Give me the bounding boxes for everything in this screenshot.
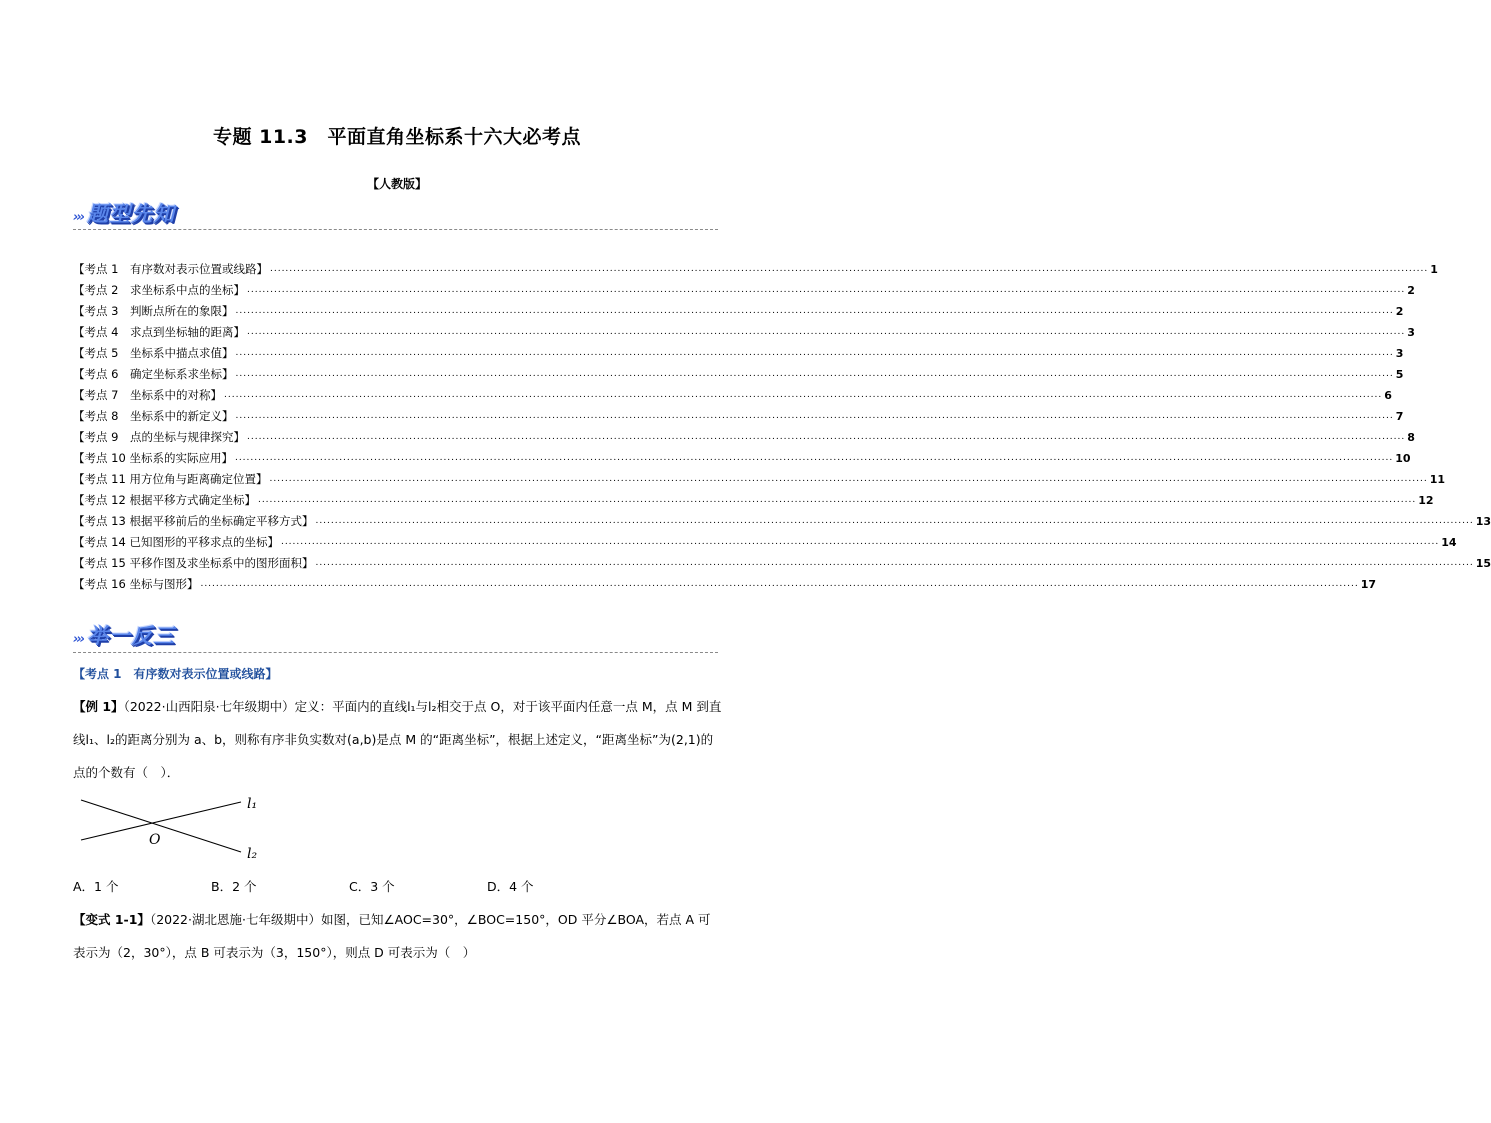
toc-entry-page: 1 — [1430, 263, 1438, 276]
toc-leader-dots: ............................................................................................................................................................................................................................................................................................................ — [246, 327, 1406, 337]
toc-leader-dots: ............................................................................................................................................................................................................................................................................................................ — [315, 558, 1474, 568]
toc-entry-label: 【考点 16 坐标与图形】 — [73, 577, 199, 591]
toc-entry-page: 2 — [1395, 305, 1404, 318]
toc-entry[interactable] — [73, 532, 1457, 553]
toc-leader-dots: ............................................................................................................................................................................................................................................................................................................ — [246, 285, 1406, 295]
toc-entry-label: 【考点 4 求点到坐标轴的距离】 — [73, 325, 245, 339]
toc-entry[interactable] — [73, 385, 1392, 406]
banner-arrows-icon: ››› — [73, 210, 84, 225]
toc-leader-dots: ............................................................................................................................................................................................................................................................................................................ — [223, 390, 1383, 400]
toc-entry-page: 3 — [1407, 326, 1415, 339]
example-1 — [73, 690, 723, 789]
toc-entry-page: 6 — [1384, 389, 1392, 402]
toc-entry[interactable] — [73, 490, 1434, 511]
toc-entry[interactable] — [73, 469, 1446, 490]
toc-leader-dots: ............................................................................................................................................................................................................................................................................................................ — [269, 264, 1429, 274]
toc-entry-label: 【考点 13 根据平移前后的坐标确定平移方式】 — [73, 514, 314, 528]
toc-entry-page: 12 — [1418, 494, 1434, 507]
toc-entry-page: 7 — [1395, 410, 1404, 423]
toc-entry-label: 【考点 2 求坐标系中点的坐标】 — [73, 283, 245, 297]
toc-leader-dots: ............................................................................................................................................................................................................................................................................................................ — [235, 411, 1394, 421]
toc-entry-label: 【考点 14 已知图形的平移求点的坐标】 — [73, 535, 279, 549]
choices — [73, 877, 723, 897]
toc-entry[interactable] — [73, 301, 1404, 322]
toc-leader-dots: ............................................................................................................................................................................................................................................................................................................ — [235, 369, 1394, 379]
toc-entry-label: 【考点 11 用方位角与距离确定位置】 — [73, 472, 268, 486]
example-text: （2022·山西阳泉·七年级期中）定义：平面内的直线l₁与l₂相交于点 O，对于该平面内任意一点 M，点 M 到直线l₁、l₂的距离分别为 a、b，则称有序非负实数对(a,b)是点 M 的“距离坐标”，根据上述定义，“距离坐标”为(2,1)的点的个数有（ ）． — [73, 699, 722, 780]
variant-tag: 【变式 1-1】 — [73, 912, 150, 927]
toc-entry-page: 14 — [1441, 536, 1457, 549]
toc-entry[interactable] — [73, 553, 1491, 574]
intersecting-lines-figure — [73, 790, 273, 870]
toc-entry-label: 【考点 9 点的坐标与规律探究】 — [73, 430, 245, 444]
toc-entry[interactable] — [73, 427, 1415, 448]
label-l1: l₁ — [247, 796, 258, 812]
toc-leader-dots: ............................................................................................................................................................................................................................................................................................................ — [246, 432, 1406, 442]
variant-text: （2022·湖北恩施·七年级期中）如图，已知∠AOC=30°，∠BOC=150°，OD 平分∠BOA，若点 A 可表示为（2，30°），点 B 可表示为（3，150°），则点 D 可表示为（ ） — [73, 912, 711, 960]
divider — [73, 652, 718, 653]
variant-1-1 — [73, 903, 723, 969]
table-of-contents — [73, 259, 1491, 595]
toc-entry-label: 【考点 15 平移作图及求坐标系中的图形面积】 — [73, 556, 314, 570]
edition-label: 【人教版】 — [366, 177, 427, 191]
toc-entry-label: 【考点 10 坐标系的实际应用】 — [73, 451, 233, 465]
choice-b: B．2 个 — [211, 879, 257, 894]
overview-banner-text: 题型先知 — [87, 202, 176, 226]
toc-entry[interactable] — [73, 511, 1491, 532]
toc-entry-label: 【考点 5 坐标系中描点求值】 — [73, 346, 234, 360]
kp1-heading: 【考点 1 有序数对表示位置或线路】 — [73, 667, 278, 681]
toc-entry[interactable] — [73, 343, 1404, 364]
toc-entry-page: 13 — [1475, 515, 1491, 528]
banner-arrows-icon: ››› — [73, 632, 84, 647]
toc-entry-page: 17 — [1360, 578, 1377, 591]
toc-leader-dots: ............................................................................................................................................................................................................................................................................................................ — [257, 495, 1417, 505]
toc-entry[interactable] — [73, 364, 1404, 385]
toc-entry[interactable] — [73, 322, 1415, 343]
toc-entry[interactable] — [73, 574, 1377, 595]
overview-banner — [73, 200, 175, 228]
toc-leader-dots: ............................................................................................................................................................................................................................................................................................................ — [235, 306, 1394, 316]
divider — [73, 229, 718, 230]
toc-entry-page: 3 — [1395, 347, 1404, 360]
page-title: 专题 11.3 平面直角坐标系十六大必考点 — [213, 126, 581, 148]
toc-leader-dots: ............................................................................................................................................................................................................................................................................................................ — [235, 348, 1394, 358]
toc-entry-page: 11 — [1429, 473, 1446, 486]
toc-entry[interactable] — [73, 280, 1415, 301]
toc-entry-label: 【考点 8 坐标系中的新定义】 — [73, 409, 234, 423]
toc-entry-page: 5 — [1395, 368, 1404, 381]
example-tag: 【例 1】 — [73, 699, 124, 714]
choice-d: D．4 个 — [487, 879, 534, 894]
toc-entry-page: 8 — [1407, 431, 1415, 444]
toc-entry[interactable] — [73, 406, 1404, 427]
toc-leader-dots: ............................................................................................................................................................................................................................................................................................................ — [280, 537, 1440, 547]
toc-entry-label: 【考点 1 有序数对表示位置或线路】 — [73, 262, 268, 276]
toc-entry-label: 【考点 12 根据平移方式确定坐标】 — [73, 493, 256, 507]
choice-a: A．1 个 — [73, 879, 119, 894]
toc-entry-label: 【考点 7 坐标系中的对称】 — [73, 388, 222, 402]
toc-entry[interactable] — [73, 259, 1438, 280]
toc-entry-page: 10 — [1395, 452, 1411, 465]
toc-entry-page: 2 — [1407, 284, 1415, 297]
toc-entry[interactable] — [73, 448, 1411, 469]
toc-leader-dots: ............................................................................................................................................................................................................................................................................................................ — [269, 474, 1428, 484]
examples-banner — [73, 622, 175, 650]
toc-leader-dots: ............................................................................................................................................................................................................................................................................................................ — [315, 516, 1474, 526]
toc-entry-label: 【考点 3 判断点所在的象限】 — [73, 304, 234, 318]
toc-leader-dots: ............................................................................................................................................................................................................................................................................................................ — [200, 579, 1359, 589]
toc-entry-page: 15 — [1475, 557, 1491, 570]
toc-leader-dots: ............................................................................................................................................................................................................................................................................................................ — [234, 453, 1394, 463]
examples-banner-text: 举一反三 — [87, 624, 176, 648]
toc-entry-label: 【考点 6 确定坐标系求坐标】 — [73, 367, 234, 381]
label-l2: l₂ — [247, 846, 258, 862]
choice-c: C．3 个 — [349, 879, 395, 894]
label-o: O — [149, 832, 161, 848]
